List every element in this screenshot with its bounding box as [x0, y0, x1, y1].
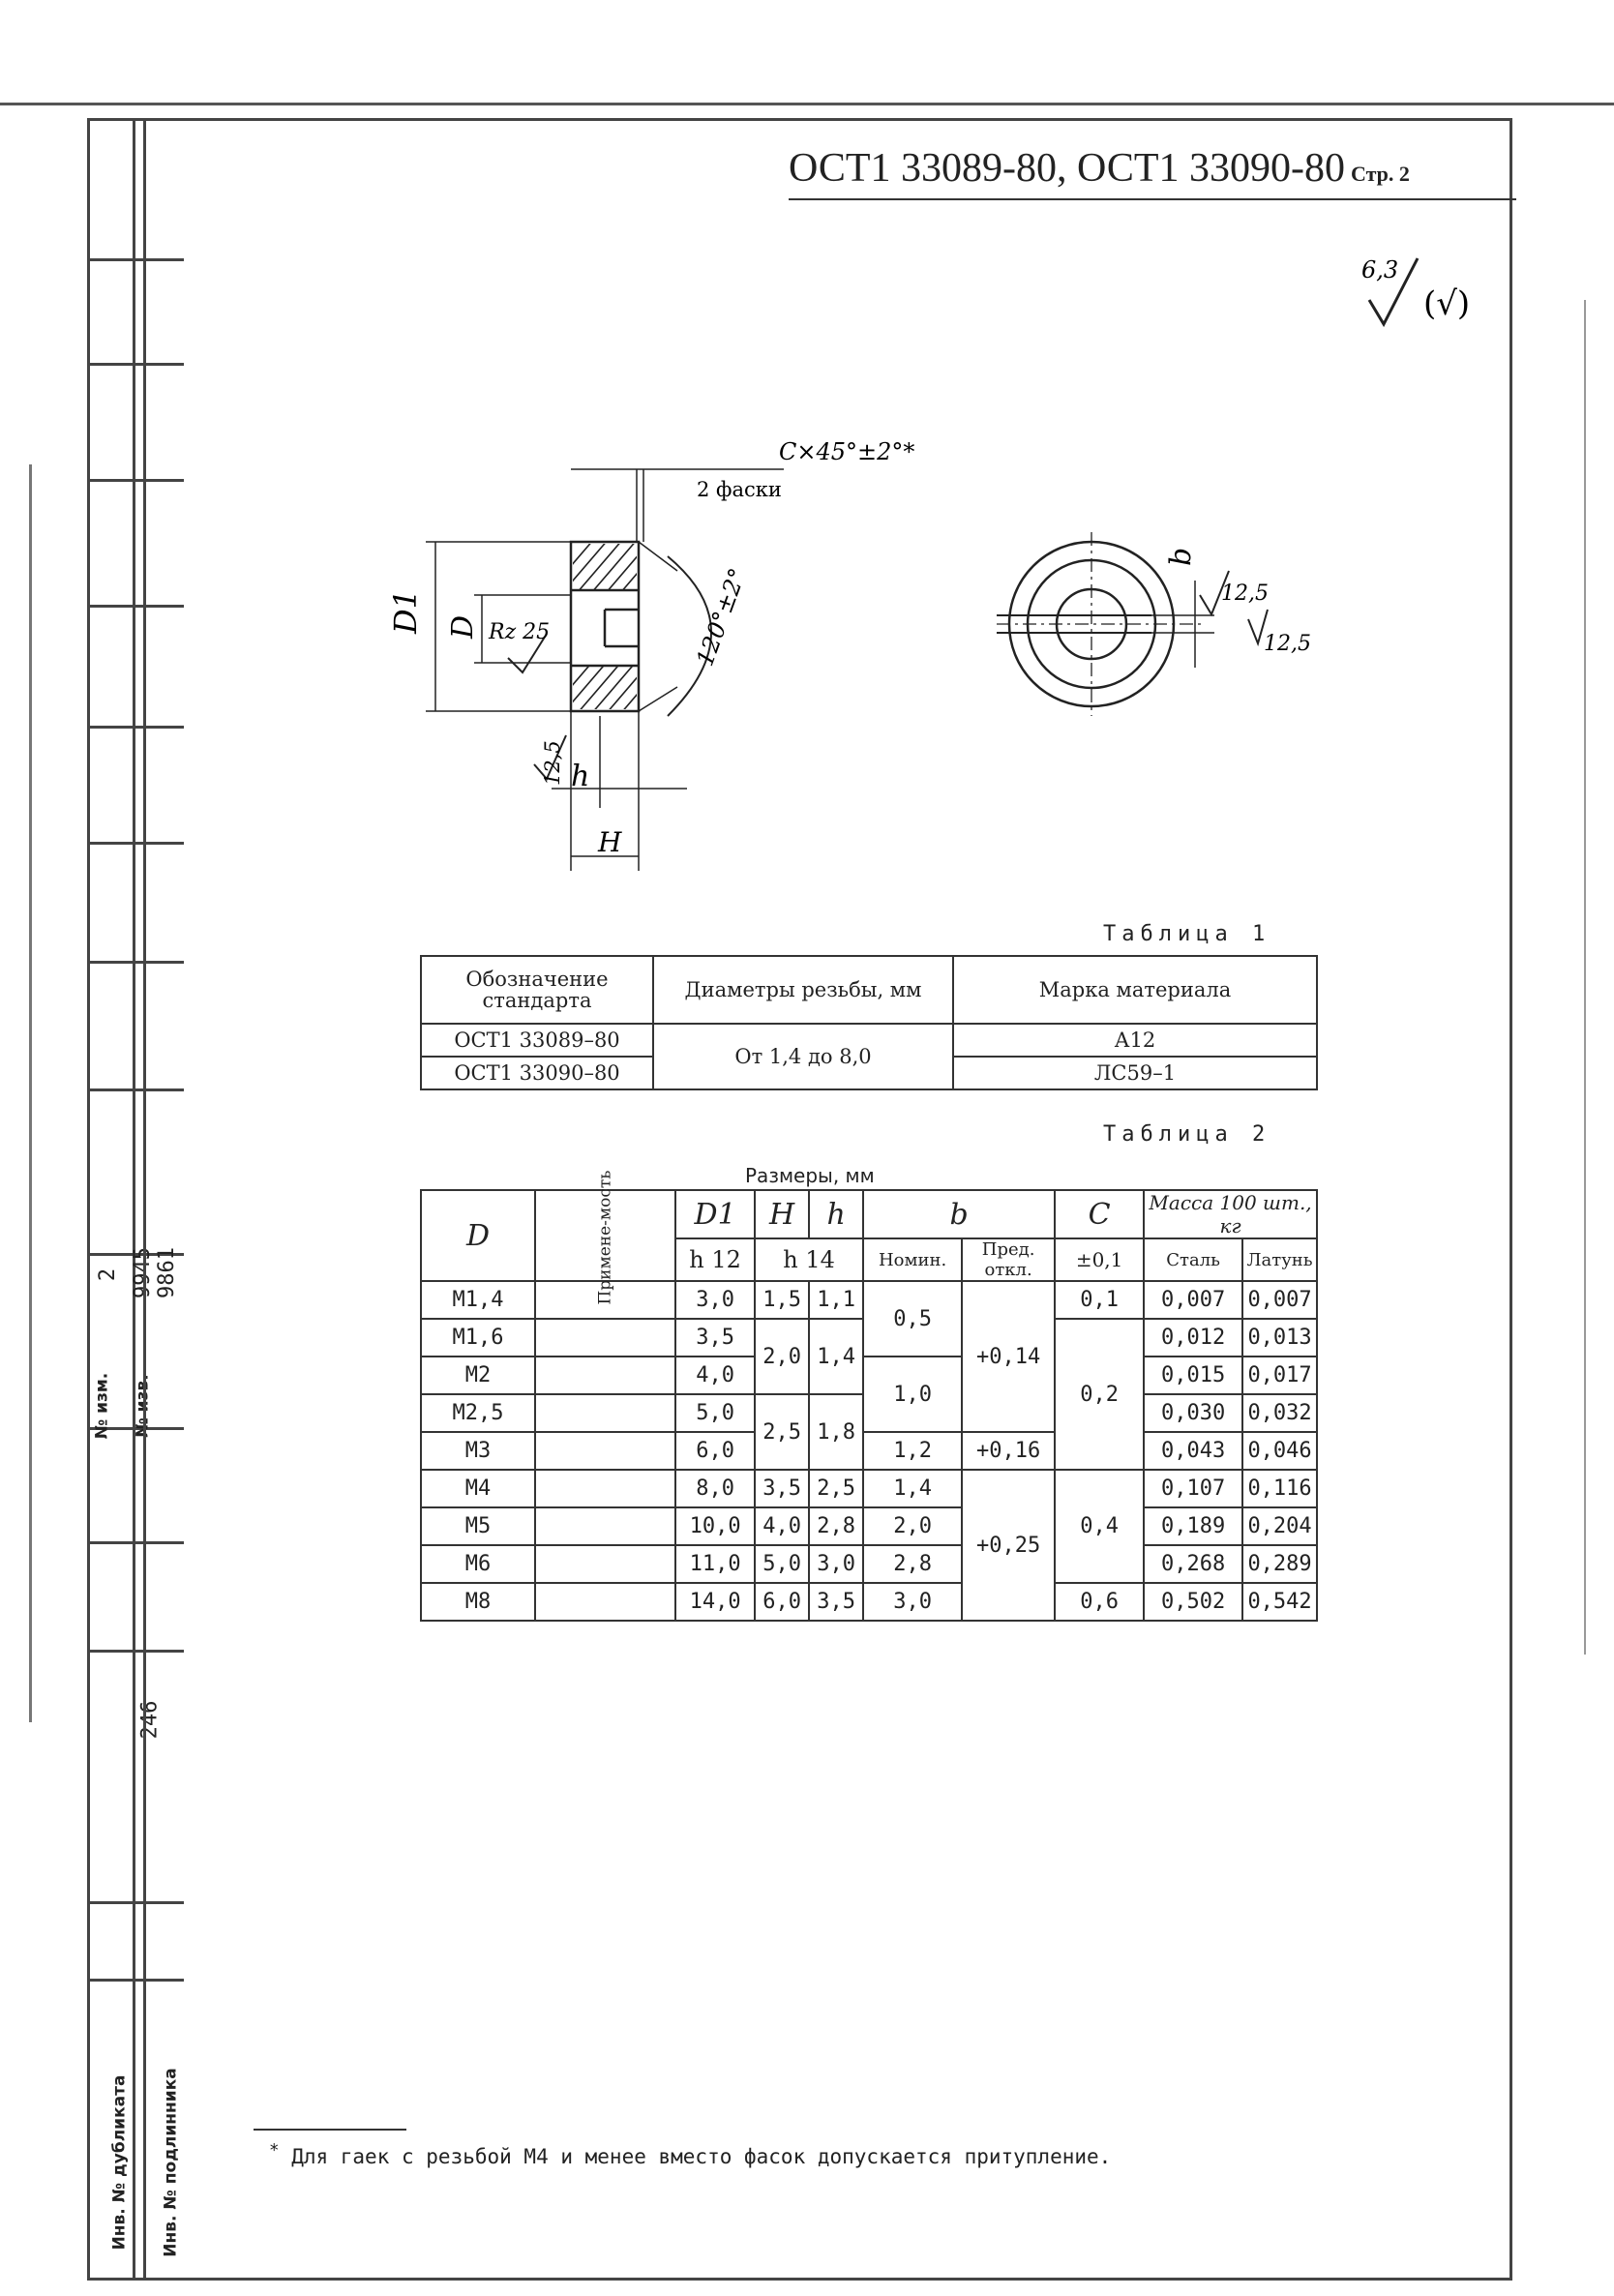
doc-no-1: 9945	[130, 1247, 155, 1298]
t2-H: 1,5	[755, 1281, 809, 1319]
t2-c: 0,2	[1055, 1319, 1144, 1470]
r3-label: 12,5	[1264, 632, 1311, 656]
t2-d: M3	[421, 1432, 535, 1470]
t2-brass: 0,204	[1242, 1507, 1317, 1545]
t1-row-standard: ОСТ1 33089–80	[421, 1024, 653, 1057]
h-label: h	[571, 760, 590, 793]
t2-b-nom: 1,0	[863, 1357, 962, 1432]
t2-d: M1,4	[421, 1281, 535, 1319]
t2-brass: 0,542	[1242, 1583, 1317, 1621]
table-row	[421, 1507, 1317, 1545]
nut-drawing	[377, 426, 1393, 909]
t2-steel: 0,015	[1144, 1357, 1242, 1394]
t2-H: 4,0	[755, 1507, 809, 1545]
chamfer-label: C×45°±2°*	[779, 438, 915, 465]
H-label: H	[598, 826, 622, 858]
t1-header-standard: Обозначение стандарта	[421, 956, 653, 1024]
angle-label: 120°±2°	[691, 564, 752, 671]
t2-d: M8	[421, 1583, 535, 1621]
t2-steel: 0,189	[1144, 1507, 1242, 1545]
t2-d: M6	[421, 1545, 535, 1583]
t2-header-h: h	[809, 1190, 863, 1238]
t1-row-material: ЛС59–1	[953, 1057, 1317, 1089]
orig-no-value: 246	[137, 1700, 163, 1740]
t2-h: 1,1	[809, 1281, 863, 1319]
orig-label: Инв. № подлинника	[161, 2068, 181, 2257]
rz-label: Rz 25	[489, 620, 551, 644]
t2-h: 2,5	[809, 1470, 863, 1507]
page-number: Стр. 2	[1351, 162, 1410, 186]
doc-no-label: № изв.	[133, 1374, 153, 1438]
t2-H: 3,5	[755, 1470, 809, 1507]
t2-d1: 3,0	[675, 1281, 755, 1319]
t2-d: M2,5	[421, 1394, 535, 1432]
t2-h: 1,4	[809, 1319, 863, 1394]
t2-d: M2	[421, 1357, 535, 1394]
roughness-other: (√)	[1423, 284, 1471, 323]
t2-brass: 0,032	[1242, 1394, 1317, 1432]
change-no-value: 2	[96, 1267, 121, 1282]
table-row	[421, 1281, 1317, 1319]
roughness-value: 6,3	[1361, 256, 1399, 283]
t2-d: M5	[421, 1507, 535, 1545]
r1-label: 12,5	[541, 740, 564, 786]
t2-header-b: b	[863, 1190, 1055, 1238]
t2-H: 2,5	[755, 1394, 809, 1470]
t2-b-nom: 3,0	[863, 1583, 962, 1621]
t2-c: 0,1	[1055, 1281, 1144, 1319]
t2-d1: 11,0	[675, 1545, 755, 1583]
t2-header-mass: Масса 100 шт., кг	[1144, 1190, 1317, 1238]
t2-header-D: D	[421, 1190, 535, 1281]
t2-header-D1: D1	[675, 1190, 755, 1238]
page-header	[789, 145, 1410, 192]
t2-steel: 0,107	[1144, 1470, 1242, 1507]
t2-b-dev: +0,16	[962, 1432, 1055, 1470]
table2-title: Таблица 2	[1103, 1122, 1271, 1147]
table-row	[421, 1583, 1317, 1621]
roughness-mark	[1350, 247, 1505, 339]
t2-d1: 8,0	[675, 1470, 755, 1507]
t2-steel: 0,007	[1144, 1281, 1242, 1319]
t2-header-brass: Латунь	[1242, 1238, 1317, 1281]
t2-H: 2,0	[755, 1319, 809, 1394]
t2-brass: 0,007	[1242, 1281, 1317, 1319]
scan-edge-line	[29, 464, 32, 1722]
change-no-label: № изм.	[92, 1372, 112, 1440]
t2-steel: 0,030	[1144, 1394, 1242, 1432]
t2-b-nom: 2,0	[863, 1507, 962, 1545]
t2-d1: 10,0	[675, 1507, 755, 1545]
t2-header-h14: h 14	[755, 1238, 863, 1281]
t2-d: M4	[421, 1470, 535, 1507]
t2-header-steel: Сталь	[1144, 1238, 1242, 1281]
t2-steel: 0,012	[1144, 1319, 1242, 1357]
scan-edge-line-right	[1584, 300, 1586, 1655]
d1-label: D1	[387, 588, 424, 634]
t2-steel: 0,043	[1144, 1432, 1242, 1470]
t2-header-h12: h 12	[675, 1238, 755, 1281]
footnote-text: Для гаек с резьбой М4 и менее вместо фасок допускается притупление.	[291, 2145, 1112, 2168]
table-row	[421, 1432, 1317, 1470]
t1-diameters: От 1,4 до 8,0	[653, 1024, 953, 1089]
table-row	[421, 1545, 1317, 1583]
table-1	[420, 955, 1318, 1090]
t2-steel: 0,502	[1144, 1583, 1242, 1621]
footnote-rule	[254, 2129, 406, 2131]
table-row	[421, 1357, 1317, 1394]
t2-b-dev: +0,14	[962, 1281, 1055, 1432]
table-row	[421, 1470, 1317, 1507]
t1-header-material: Марка материала	[953, 956, 1317, 1024]
table1-title: Таблица 1	[1103, 922, 1271, 946]
t2-header-applicability: Примене-мость	[595, 1170, 615, 1305]
t2-h: 3,0	[809, 1545, 863, 1583]
t2-b-dev: +0,25	[962, 1470, 1055, 1621]
t2-header-dev: Пред. откл.	[962, 1238, 1055, 1281]
t1-row-material: А12	[953, 1024, 1317, 1057]
t2-brass: 0,289	[1242, 1545, 1317, 1583]
table2-units: Размеры, мм	[745, 1164, 875, 1187]
t2-b-nom: 2,8	[863, 1545, 962, 1583]
t2-d1: 3,5	[675, 1319, 755, 1357]
d-label: D	[446, 614, 480, 639]
t2-header-C: C	[1055, 1190, 1144, 1238]
t2-brass: 0,013	[1242, 1319, 1317, 1357]
t2-h: 3,5	[809, 1583, 863, 1621]
t2-d1: 14,0	[675, 1583, 755, 1621]
t2-brass: 0,046	[1242, 1432, 1317, 1470]
t2-c: 0,4	[1055, 1470, 1144, 1583]
t2-header-H: H	[755, 1190, 809, 1238]
t2-d1: 5,0	[675, 1394, 755, 1432]
chamfer-note: 2 фаски	[697, 478, 782, 501]
header-underline	[789, 198, 1516, 200]
t2-header-nom: Номин.	[863, 1238, 962, 1281]
t2-header-c-tol: ±0,1	[1055, 1238, 1144, 1281]
t1-row-standard: ОСТ1 33090–80	[421, 1057, 653, 1089]
t2-brass: 0,017	[1242, 1357, 1317, 1394]
r2-label: 12,5	[1221, 581, 1269, 606]
t1-header-diameters: Диаметры резьбы, мм	[653, 956, 953, 1024]
t2-b-nom: 1,4	[863, 1470, 962, 1507]
b-label: b	[1164, 547, 1198, 566]
t2-h: 1,8	[809, 1394, 863, 1470]
header-title: ОСТ1 33089-80, ОСТ1 33090-80	[789, 146, 1345, 191]
t2-c: 0,6	[1055, 1583, 1144, 1621]
t2-d: M1,6	[421, 1319, 535, 1357]
t2-H: 5,0	[755, 1545, 809, 1583]
footnote	[269, 2141, 1111, 2168]
t2-d1: 6,0	[675, 1432, 755, 1470]
t2-b-nom: 1,2	[863, 1432, 962, 1470]
t2-H: 6,0	[755, 1583, 809, 1621]
doc-no-2: 9861	[154, 1247, 179, 1298]
footnote-mark: *	[269, 2141, 280, 2161]
t2-b-nom: 0,5	[863, 1281, 962, 1357]
dup-label: Инв. № дубликата	[109, 2074, 130, 2251]
t2-steel: 0,268	[1144, 1545, 1242, 1583]
t2-brass: 0,116	[1242, 1470, 1317, 1507]
t2-d1: 4,0	[675, 1357, 755, 1394]
t2-h: 2,8	[809, 1507, 863, 1545]
top-border-line	[0, 103, 1614, 105]
